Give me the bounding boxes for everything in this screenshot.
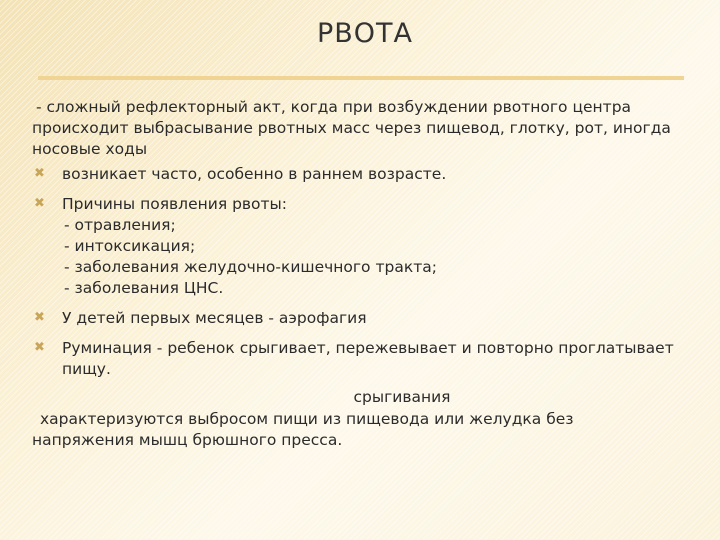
regurgitation-heading: срыгивания	[353, 388, 451, 406]
regurgitation-line-2: напряжения мышц брюшного пресса.	[32, 431, 343, 449]
x-mark-icon: ✖	[34, 196, 45, 211]
bullet-text: возникает часто, особенно в раннем возрасте.	[62, 165, 447, 183]
sub-item: - заболевания желудочно-кишечного тракта;	[64, 258, 437, 276]
x-mark-icon: ✖	[34, 310, 45, 325]
list-item	[32, 194, 712, 299]
list-item	[32, 308, 712, 329]
title-divider	[38, 76, 684, 80]
bullet-text: Причины появления рвоты:	[62, 195, 288, 213]
x-mark-icon: ✖	[34, 166, 45, 181]
list-item	[32, 164, 712, 185]
sub-item: - отравления;	[64, 216, 176, 234]
list-item	[32, 338, 712, 380]
bullet-text: У детей первых месяцев - аэрофагия	[62, 309, 367, 327]
regurgitation-line-1: характеризуются выбросом пищи из пищевода или желудка без	[40, 410, 574, 428]
slide-body	[32, 97, 712, 451]
intro-paragraph: - сложный рефлекторный акт, когда при возбуждении рвотного центра происходит выбрасывание рвотных масс через пищевод, глотку, рот, иногда носовые ходы	[32, 98, 671, 158]
page-title: РВОТА	[316, 18, 414, 49]
sub-item: - интоксикация;	[64, 237, 196, 255]
x-mark-icon: ✖	[34, 340, 45, 355]
sub-item: - заболевания ЦНС.	[64, 279, 224, 297]
bullet-list	[32, 164, 712, 380]
bullet-text: Руминация - ребенок срыгивает, пережевывает и повторно проглатывает пищу.	[62, 339, 674, 378]
